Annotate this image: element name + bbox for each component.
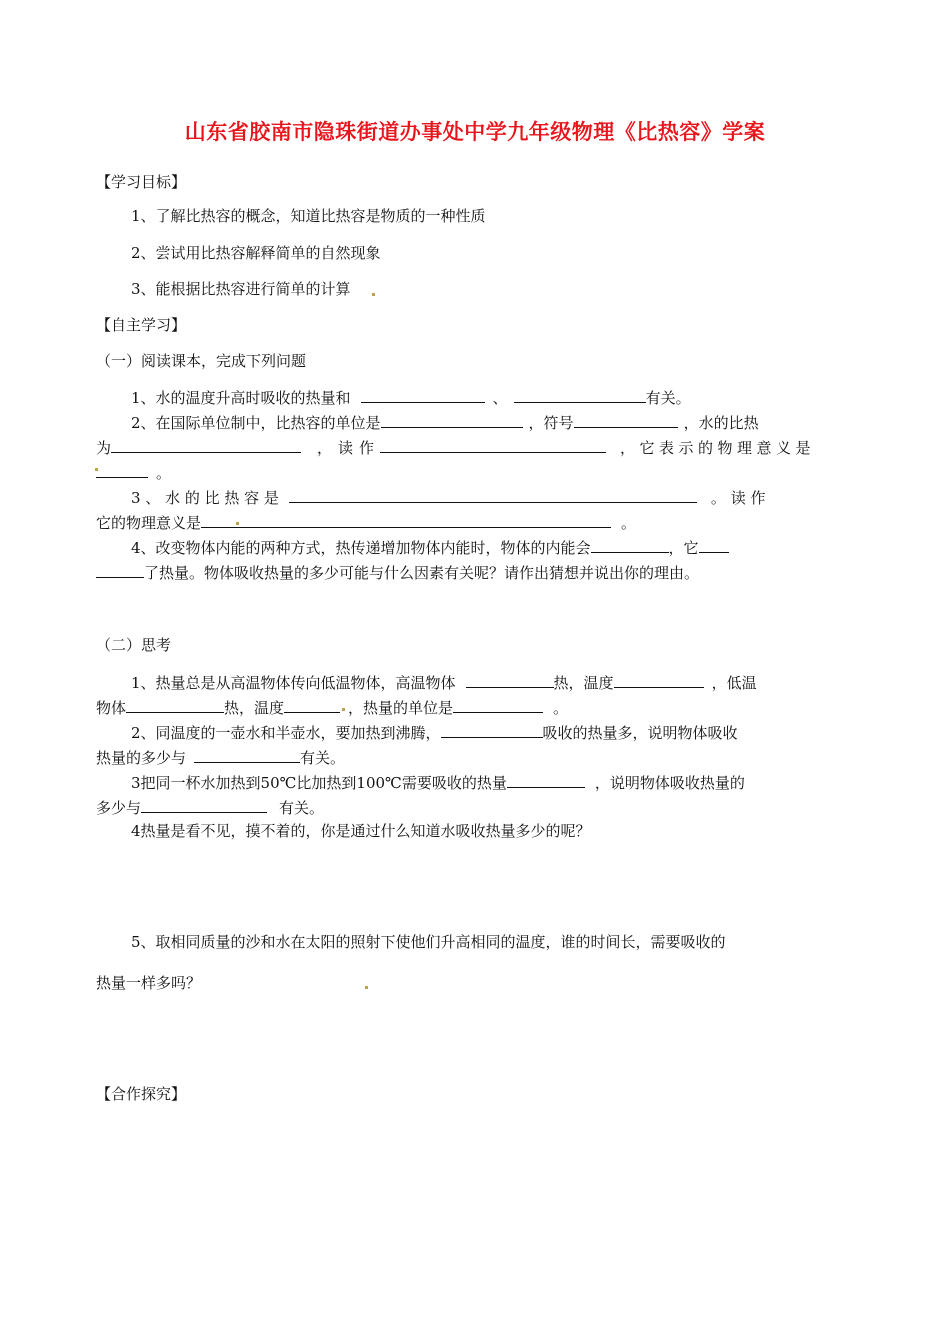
q1-text-a: 1、水的温度升高时吸收的热量和 (131, 389, 351, 407)
part1-q2-line3 (96, 461, 171, 483)
q3-text-c: 它的物理意义是 (96, 514, 202, 532)
p2q2-text-b: 吸收的热量多，说明物体吸收 (542, 724, 738, 742)
part1-q4-line2 (96, 561, 699, 583)
part1-q4-line1 (131, 536, 729, 558)
answer-blank[interactable] (699, 536, 729, 553)
p2q3-text-c: 多少与 (96, 799, 142, 817)
stray-mark (342, 708, 345, 711)
p2q1-text-e: 热，温度 (224, 699, 285, 717)
q2-text-e: ，读作 (317, 439, 381, 457)
q2-text-f: ，它表示的物理意义是 (620, 439, 816, 457)
answer-blank[interactable] (591, 536, 669, 553)
p2q1-text-a: 1、热量总是从高温物体传向低温物体，高温物体 (131, 674, 456, 692)
answer-blank[interactable] (453, 696, 543, 713)
answer-blank[interactable] (514, 386, 646, 403)
section-heading-cooperate: 【合作探究】 (96, 1085, 187, 1103)
answer-blank[interactable] (141, 796, 267, 813)
answer-blank[interactable] (381, 411, 523, 428)
stray-mark (372, 293, 375, 296)
part1-q1 (131, 386, 691, 408)
q3-text-d: 。 (621, 514, 637, 532)
part1-q3-line1 (131, 486, 765, 508)
q2-text-g: 。 (156, 464, 172, 482)
p2q2-text-c: 热量的多少与 (96, 749, 187, 767)
answer-blank[interactable] (361, 386, 485, 403)
answer-blank[interactable] (441, 721, 543, 738)
part1-heading: （一）阅读课本，完成下列问题 (96, 352, 307, 370)
section-heading-self-study: 【自主学习】 (96, 316, 187, 334)
q2-text-b: ，符号 (528, 414, 574, 432)
part2-q5-line1: 5、取相同质量的沙和水在太阳的照射下使他们升高相同的温度，谁的时间长，需要吸收的 (131, 933, 726, 951)
part1-q3-line2 (96, 511, 636, 533)
stray-mark (236, 522, 239, 525)
p2q3-text-a: 3把同一杯水加热到50℃比加热到100℃需要吸收的热量 (131, 774, 507, 792)
answer-blank[interactable] (201, 511, 611, 528)
p2q1-text-b: 热，温度 (553, 674, 614, 692)
goal-item: 3、能根据比热容进行简单的计算 (131, 280, 351, 298)
part2-q1-line2 (96, 696, 568, 718)
part2-heading: （二）思考 (96, 636, 172, 654)
answer-blank[interactable] (574, 411, 678, 428)
p2q1-text-g: 。 (553, 699, 569, 717)
answer-blank[interactable] (614, 671, 704, 688)
section-heading-goals: 【学习目标】 (96, 173, 187, 191)
stray-mark (365, 986, 368, 989)
answer-blank[interactable] (96, 561, 144, 578)
q4-text-a: 4、改变物体内能的两种方式，热传递增加物体内能时，物体的内能会 (131, 539, 591, 557)
answer-blank[interactable] (289, 486, 697, 503)
goal-item: 2、尝试用比热容解释简单的自然现象 (131, 244, 381, 262)
part2-q2-line1 (131, 721, 738, 743)
q2-text-c: ，水的比热 (683, 414, 759, 432)
p2q1-text-d: 物体 (96, 699, 127, 717)
goal-item: 1、了解比热容的概念，知道比热容是物质的一种性质 (131, 207, 486, 225)
q3-text-a: 3 、 水 的 比 热 容 是 (131, 489, 279, 507)
stray-mark (95, 468, 98, 471)
q2-text-d: 为 (96, 439, 112, 457)
part1-q2-line1 (131, 411, 759, 433)
answer-blank[interactable] (466, 671, 554, 688)
p2q1-text-f: ，热量的单位是 (348, 699, 454, 717)
answer-blank[interactable] (194, 746, 300, 763)
part2-q5-line2: 热量一样多吗？ (96, 974, 202, 992)
p2q2-text-a: 2、同温度的一壶水和半壶水，要加热到沸腾， (131, 724, 441, 742)
q1-text-b: 、 (492, 389, 508, 407)
part2-q4: 4热量是看不见，摸不着的，你是通过什么知道水吸收热量多少的呢？ (131, 822, 591, 840)
q4-text-c: 了热量。物体吸收热量的多少可能与什么因素有关呢？请作出猜想并说出你的理由。 (144, 564, 700, 582)
answer-blank[interactable] (507, 771, 585, 788)
answer-blank[interactable] (126, 696, 224, 713)
q1-text-c: 有关。 (645, 389, 691, 407)
p2q3-text-b: ，说明物体吸收热量的 (594, 774, 745, 792)
part2-q3-line2 (96, 796, 324, 818)
p2q3-text-d: 有关。 (279, 799, 325, 817)
answer-blank[interactable] (111, 436, 301, 453)
q3-text-b: 。 读 作 (710, 489, 766, 507)
q2-text-a: 2、在国际单位制中，比热容的单位是 (131, 414, 381, 432)
part2-q3-line1 (131, 771, 745, 793)
part1-q2-line2 (96, 436, 815, 458)
part2-q1-line1 (131, 671, 757, 693)
answer-blank[interactable] (96, 461, 148, 478)
part2-q2-line2 (96, 746, 345, 768)
document-title: 山东省胶南市隐珠街道办事处中学九年级物理《比热容》学案 (184, 120, 766, 144)
answer-blank[interactable] (284, 696, 340, 713)
q4-text-b: ，它 (668, 539, 699, 557)
p2q1-text-c: ，低温 (711, 674, 757, 692)
answer-blank[interactable] (380, 436, 606, 453)
p2q2-text-d: 有关。 (300, 749, 346, 767)
